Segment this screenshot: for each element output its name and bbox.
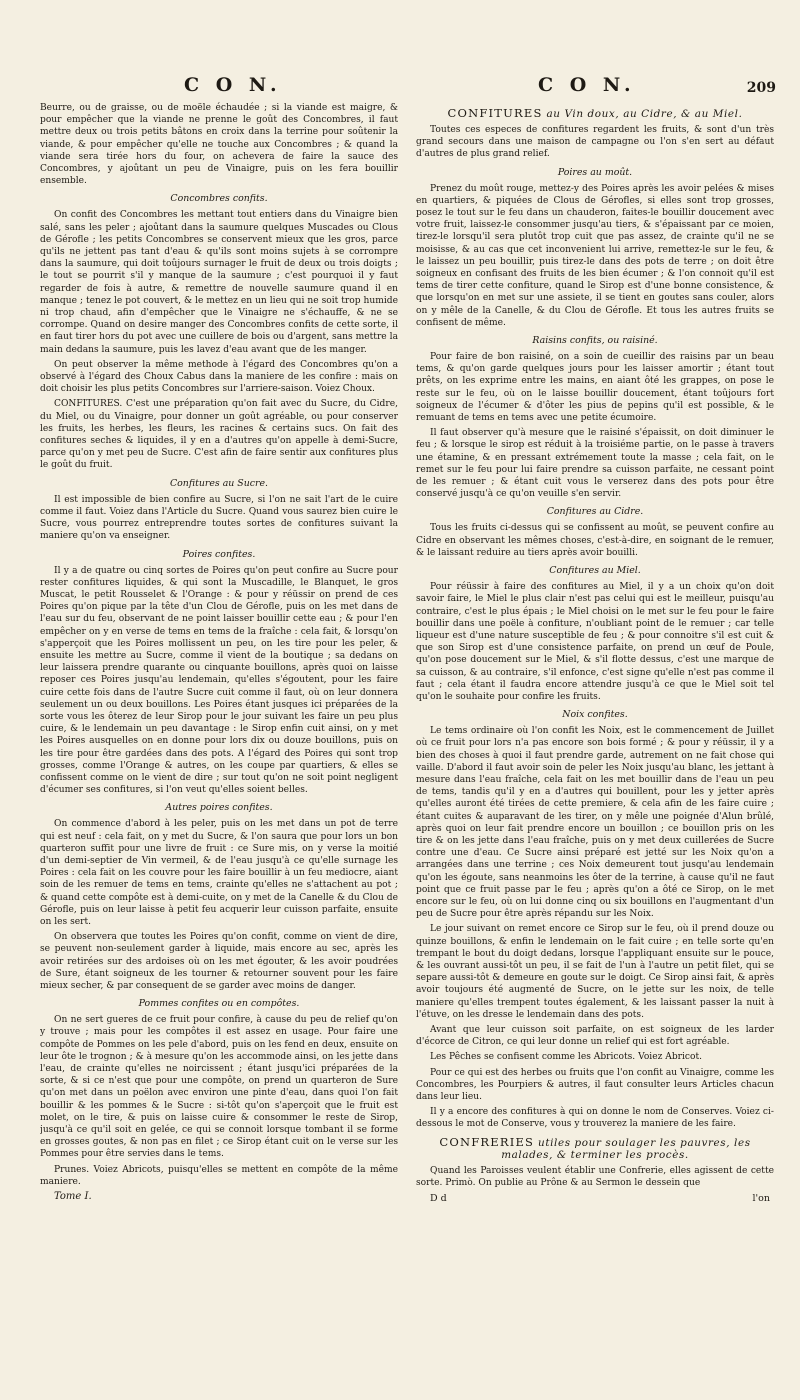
section-heading: Autres poires confites. xyxy=(165,802,273,814)
section-heading: Poires au moût. xyxy=(557,166,633,178)
paragraph: Pour réüssir à faire des confitures au Miel, il y a un choix qu'on doit savoir faire, le Miel le plus clair n'est pas celui qui est le meilleur, puisqu'au contraire, c'est le plus épais ; le Miel choisi on le met sur le feu pour le faire bouillir dans une poële à confiture, n'oubliant point de le remuer ; car telle liqueur est d'une nature susceptible de feu ; & pour connoitre s'il est cuit & que son Sirop est d'une consistence parfaite, on prend un œuf de Poule, qu'on pose doucement sur le Miel, & s'il flotte dessus, c'est une marque de sa cuisson, & au contraire, s'il enfonce, c'est signe qu'elle n'est pas comme il faut ; cela étant il faudra encore attendre jusqu'à ce que le Miel soit tel qu'on le souhaite pour confire les fruits. xyxy=(416,582,774,702)
paragraph: Les Pêches se confisent comme les Abricots. Voiez Abricot. xyxy=(430,1052,703,1063)
section-heading: Concombres confits. xyxy=(170,193,268,205)
right-column xyxy=(416,102,774,1382)
page-footer xyxy=(416,1193,774,1204)
entry-heading xyxy=(416,1135,774,1161)
running-head-right: C O N. xyxy=(538,74,636,96)
paragraph: On commence d'abord à les peler, puis on les met dans un pot de terre qui est neuf : cela fait, on y met du Sucre, & l'on saura que pour lors un bon quarteron suffit pour une livre de fruit : ce Sure mis, on y verse la moitié d'un demi-septier de Vin vermeil, & de l'eau jusqu'à ce qu'elle surnage les Poires : cela fait on les couvre pour les faire bouillir à un feu mediocre, aiant soin de les remuer de tems en tems, crainte qu'elles ne s'attachent au pot ; & quand cette compôte est à demi-cuite, on y met de la Canelle & du Clou de Gérofle, puis on leur laisse à petit feu acquerir leur cuisson parfaite, ensuite on les sert. xyxy=(40,819,398,927)
paragraph: On ne sert gueres de ce fruit pour confire, à cause du peu de relief qu'on y trouve ; mais pour les compôtes il est assez en usage. Pour faire une compôte de Pommes on les pele d'abord, puis on les fend en deux, ensuite on leur ôte le trognon ; & à mesure qu'on les accommode ainsi, on les jette dans l'eau, de crainte qu'elles ne noircissent ; étant jusqu'ici préparées de la sorte, & si ce n'est que pour une compôte, on prend un quarteron de Sure qu'on met dans un poëlon avec environ une pinte d'eau, dans quoi l'on fait bouillir & les pommes & le Sucre : si-tôt qu'on s'aperçoit que le fruit est molet, on le tire, & puis on laisse cuire & consommer le reste de Sirop, jusqu'à ce qu'il soit en gelée, ce qui se connoit lorsque tombant il se forme en grosses goutes, & non pas en filet ; ce Sirop étant cuit on le verse sur les Pommes pour être servies dans le tems. xyxy=(40,1015,398,1160)
paragraph: Tous les fruits ci-dessus qui se confissent au moût, se peuvent confire au Cidre en observant les mêmes choses, c'est-à-dire, en soignant de le remuer, & le laissant reduire au tiers après avoir bouilli. xyxy=(416,523,774,558)
section-heading: Pommes confites ou en compôtes. xyxy=(138,998,300,1010)
paragraph: Le tems ordinaire où l'on confit les Noix, est le commencement de Juillet où ce fruit pour lors n'a pas encore son bois formé ; & pour y réüssir, il y a bien des choses à quoi il faut prendre garde, autrement on ne fait chose qui vaille. D'abord il faut avoir soin de peler les Noix jusqu'au blanc, les jettant à mesure dans l'eau fraîche, cela fait on les met bouillir dans de l'eau un peu de tems, tandis qu'il y en a d'autres qui bouillent, pour les y jetter après qu'elles auront été tirées de cette premiere, & cela afin de les faire cuire ; étant cuites & auparavant de les tirer, on y mêle une poignée d'Alun brûlé, après quoi on leur fait prendre encore un bouillon ; ce bouillon pris on les tire & on les jette dans l'eau fraîche, puis on y met deux cuillerées de Sucre contre une d'eau. Ce Sucre ainsi préparé est jetté sur les Noix qu'on a arrangées dans une terrine ; ces Noix demeurent tout jusqu'au lendemain qu'on les égoute, sans neanmoins les ôter de la terrine, à cause qu'il ne faut point que ce fruit passe par le feu ; après qu'on a ôté ce Sirop, on le met encore sur le feu, où on lui donne cinq ou six bouillons en l'augmentant d'un peu de Sucre pour être après répandu sur les Noix. xyxy=(416,726,774,920)
paragraph: Il est impossible de bien confire au Sucre, si l'on ne sait l'art de le cuire comme il faut. Voiez dans l'Article du Sucre. Quand vous saurez bien cuire le Sucre, vous pourrez entreprendre toutes sortes de confitures suivant la maniere qu'on va enseigner. xyxy=(40,494,398,542)
paragraph: Il y a encore des confitures à qui on donne le nom de Conserves. Voiez ci-dessous le mot de Conserve, vous y trouverez la maniere de les faire. xyxy=(416,1107,774,1130)
left-column-text xyxy=(40,102,398,1188)
section-heading: Raisins confits, ou raisiné. xyxy=(532,335,658,347)
entry-headword: CONFRERIES xyxy=(439,1134,535,1149)
entry-headword: CONFITURES xyxy=(447,106,543,120)
paragraph: On confit des Concombres les mettant tout entiers dans du Vinaigre bien salé, sans les peler ; ajoûtant dans la saumure quelques Muscades ou Clous de Gérofle ; les petits Concombres se conservent mieux que les gros, parce qu'ils ne jettent pas tant d'eau & qu'ils sont moins sujets à se corrompre dans la saumure, qui doit toûjours surnager le fruit de deux ou trois doigts ; le tout se pourrit s'il y manque de la saumure ; c'est pourquoi il y faut regarder de fois à autre, & remettre de nouvelle saumure quand il en manque ; tenez le pot couvert, & le mettez en un lieu qui ne soit trop humide ni trop chaud, afin d'empêcher que le Vinaigre ne s'échauffe, & ne se corrompe. Quand on desire manger des Concombres confits de cette sorte, il en faut tirer hors du pot avec une cuillere de bois ou d'argent, sans mettre la main dedans la saumure, puis les lavez d'eau avant que de les manger. xyxy=(40,210,398,355)
entry-descriptor: utiles pour soulager les pauvres, les malades, & terminer les procès. xyxy=(501,1136,751,1161)
section-heading: Poires confites. xyxy=(182,548,256,560)
paragraph: Pour faire de bon raisiné, on a soin de cueillir des raisins par un beau tems, & qu'on garde quelques jours pour les laisser amortir ; étant tout prêts, on les exprime entre les mains, en aiant ôté les grappes, on pose le reste sur le feu, où on le laisse bouillir doucement, étant toûjours fort soigneux de l'écumer & d'ôter les pius de pepins qu'il est possible, & le remuant de tems en tems avec une petite écumoire. xyxy=(416,352,774,424)
left-column xyxy=(40,102,398,1382)
paragraph: Il y a de quatre ou cinq sortes de Poires qu'on peut confire au Sucre pour rester confitures liquides, & qui sont la Muscadille, le Blanquet, le gros Muscat, le petit Rousselet & l'Orange : & pour y réüssir on prend de ces Poires qu'on pique par la tête d'un Clou de Gérofle, puis on les met dans de l'eau sur du feu, observant de ne point laisser bouillir cette eau ; & pour l'en empêcher on y en verse de tems en tems de la fraîche : cela fait, & lorsqu'on s'apperçoit que les Poires mollissent un peu, on les tire pour les peler, & ensuite les mettre au Sucre, comme il vient de la boutique ; sa dedans on leur laissera prendre quarante ou cinquante bouillons, après quoi on laisse reposer ces Poires jusqu'au lendemain, qu'elles s'égoutent, pour les faire cuire cette fois dans de l'autre Sucre cuit comme il faut, où on leur donnera seulement un ou deux bouillons. Les Poires étant jusques ici préparées de la sorte vous les ôterez de leur Sirop pour le jour suivant les faire un peu plus cuire, & le lendemain un peu davantage : le Sirop enfin cuit ainsi, on y met les Poires ausquelles on en donne pour lors dix ou douze bouillons, puis on les tire pour être gardées dans des pots. A l'égard des Poires qui sont trop grosses, comme l'Orange & autres, on les coupe par quartiers, & elles se confissent comme on le vient de dire ; sur tout qu'on ne soit point negligent d'écumer ses confitures, si l'on veut qu'elles soient belles. xyxy=(40,565,398,796)
two-column-body xyxy=(40,102,774,1382)
paragraph: Le jour suivant on remet encore ce Sirop sur le feu, où il prend douze ou quinze bouillons, & enfin le lendemain on le fait cuire ; en telle sorte qu'en trempant le bout du doigt dedans, lorsque l'appliquant ensuite sur le pouce, & les ouvrant aussi-tôt un peu, il se fait de l'un à l'autre un petit filet, qui se separe aussi-tôt & demeure en goute sur le doigt. Ce Sirop ainsi fait, & après avoir toujours été augmenté de Sucre, on le jette sur les noix, de telle maniere qu'elles trempent toutes également, & les laissant passer la nuit à l'étuve, on les dresse le lendemain dans des pots. xyxy=(416,924,774,1020)
paragraph: Prunes. Voiez Abricots, puisqu'elles se mettent en compôte de la même maniere. xyxy=(40,1164,398,1187)
paragraph: Prenez du moût rouge, mettez-y des Poires après les avoir pelées & mises en quartiers, & piquées de Clous de Gérofles, si elles sont trop grosses, posez le tout sur le feu dans un chauderon, faites-le bouillir doucement avec votre fruit, laissez-le consommer jusqu'au tiers, & s'épaissant par ce moien, tirez-le lorsqu'il sera plutôt trop cuit que pas assez, de crainte qu'il ne se moisisse, & au cas que cet inconvenient lui arrive, remettez-le sur le feu, & le laissez un peu bouillir, puis tirez-le dans des pots de terre ; on doit être soigneux en confisant des fruits de les bien écumer ; & l'on connoit qu'il est tems de tirer cette confiture, quand le Sirop est d'une bonne consistence, & que lorsqu'on en met sur une assiete, il se tient en goutes sans couler, alors on y mêle de la Canelle, & du Clou de Gérofle. Et tous les autres fruits se confisent de même. xyxy=(416,183,774,328)
entry-descriptor: au Vin doux, au Cidre, & au Miel. xyxy=(542,108,743,120)
section-heading: Confitures au Cidre. xyxy=(546,506,644,518)
volume-signature: Tome I. xyxy=(54,1191,92,1203)
right-column-text xyxy=(416,106,774,1189)
paragraph: On observera que toutes les Poires qu'on confit, comme on vient de dire, se peuvent non-seulement garder à liquide, mais encore au sec, après les avoir retirées sur des ardoises où on les met égouter, & les avoir poudrées de Sure, étant soigneux de les tourner & retourner souvent pour les faire mieux secher, & par consequent de se garder avec moins de danger. xyxy=(40,932,398,991)
section-heading: Noix confites. xyxy=(562,709,628,721)
paragraph: Avant que leur cuisson soit parfaite, on est soigneux de les larder d'écorce de Citron, ce qui leur donne un relief qui est fort agréable. xyxy=(416,1025,774,1048)
paragraph: Pour ce qui est des herbes ou fruits que l'on confit au Vinaigre, comme les Concombres, les Pourpiers & autres, il faut consulter leurs Articles chacun dans leur lieu. xyxy=(416,1067,774,1103)
section-heading: Confitures au Sucre. xyxy=(169,477,269,489)
paragraph: Quand les Paroisses veulent établir une Confrerie, elles agissent de cette sorte. Primò. On publie au Prône & au Sermon le dessein que xyxy=(416,1165,774,1188)
paragraph: On peut observer la même methode à l'égard des Concombres qu'on a observé à l'égard des Choux Cabus dans la maniere de les confire : mais on doit choisir les plus petits Concombres sur l'arriere-saison. Voiez Choux. xyxy=(40,359,398,395)
signature-mark: D d xyxy=(430,1193,447,1205)
paragraph: CONFITURES. C'est une préparation qu'on fait avec du Sucre, du Cidre, du Miel, ou du Vinaigre, pour donner un goût agréable, ou pour conserver les fruits, les herbes, les fleurs, les racines & certains sucs. On fait des confitures seches & liquides, il y en a d'autres qu'on appelle à demi-Sucre, parce qu'on y met peu de Sucre. C'est afin de faire sentir aux confitures plus le goût du fruit. xyxy=(40,399,398,471)
paragraph: Beurre, ou de graisse, ou de moële échaudée ; si la viande est maigre, & pour empêcher que la viande ne prenne le goût des Concombres, il faut mettre deux ou trois petits bâtons en croix dans la terrine pour soûtenir la viande, & pour empêcher qu'elle ne touche aux Concombres ; & quand la viande sera tirée hors du four, on achevera de faire la sauce des Concombres, y ajoûtant un peu de Vinaigre, puis on les fera bouillir ensemble. xyxy=(40,103,398,187)
catchword: l'on xyxy=(752,1193,770,1205)
entry-heading xyxy=(416,106,774,120)
section-heading: Confitures au Miel. xyxy=(549,565,641,577)
paragraph: Toutes ces especes de confitures regardent les fruits, & sont d'un très grand secours dans une maison de campagne ou l'on s'en sert au défaut d'autres de plus grand relief. xyxy=(416,125,774,160)
running-head-left: C O N. xyxy=(184,74,282,96)
page-number: 209 xyxy=(746,80,776,96)
paragraph: Il faut observer qu'à mesure que le raisiné s'épaissit, on doit diminuer le feu ; & lorsque le sirop est réduit à la troisiéme partie, on le passe à travers une étamine, & en pressant extrémement toute la masse ; cela fait, on le remet sur le feu pour lui faire prendre sa cuisson parfaite, ne cessant point de les remuer ; & étant cuit vous le verserez dans des pots pour être conservé jusqu'à ce qu'on veuille s'en servir. xyxy=(416,428,774,500)
